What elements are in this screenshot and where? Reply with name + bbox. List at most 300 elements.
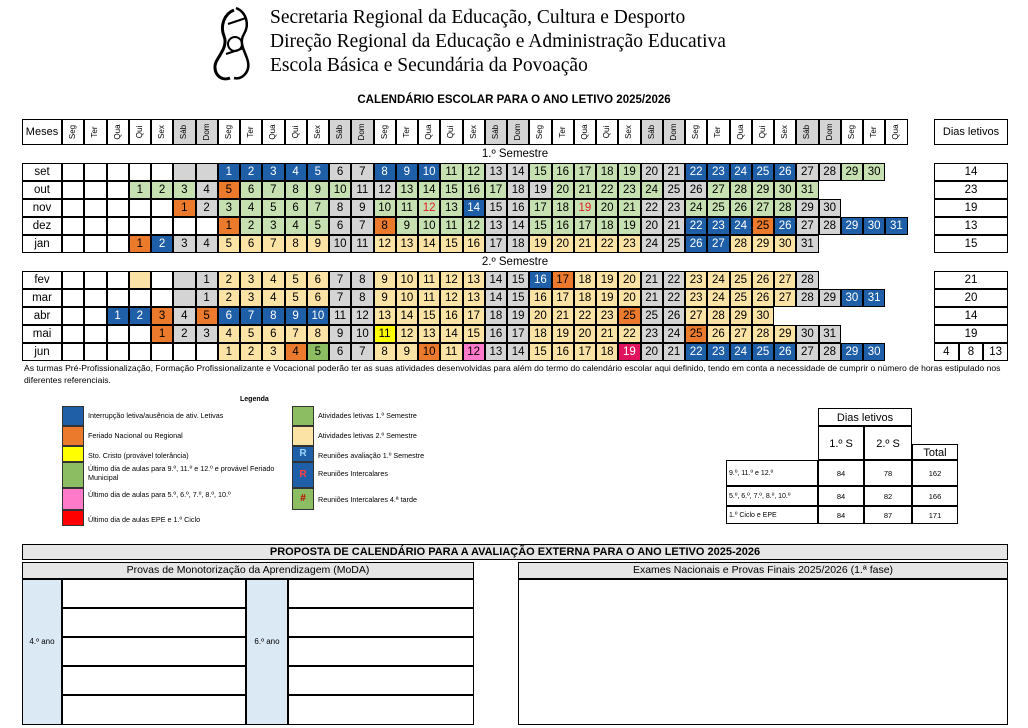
- calendar-day: 8: [285, 181, 307, 199]
- calendar-day: 13: [485, 343, 507, 361]
- calendar-day: 30: [819, 199, 841, 217]
- calendar-day-empty: [107, 235, 129, 253]
- calendar-day: 22: [618, 325, 640, 343]
- calendar-day: 27: [796, 343, 818, 361]
- calendar-day: 19: [529, 181, 551, 199]
- calendar-day-empty: [173, 217, 195, 235]
- weekday-header: Sáb: [641, 119, 663, 145]
- weekday-header: Ter: [707, 119, 729, 145]
- calendar-day: 6: [329, 163, 351, 181]
- calendar-day: 6: [240, 235, 262, 253]
- calendar-day: 13: [418, 325, 440, 343]
- calendar-day: 19: [574, 199, 596, 217]
- calendar-day: 12: [463, 343, 485, 361]
- calendar-day-empty: [196, 343, 218, 361]
- calendar-day: 28: [730, 181, 752, 199]
- summary-s1-value: 84: [818, 486, 864, 506]
- institution-line-3: Escola Básica e Secundária da Povoação: [270, 55, 588, 76]
- school-days-value: 23: [934, 181, 1008, 199]
- calendar-day-empty: [84, 217, 106, 235]
- legend-text: Reuniões avaliação 1.º Semestre: [318, 451, 425, 460]
- calendar-day: 16: [552, 163, 574, 181]
- weekday-header: Sex: [774, 119, 796, 145]
- calendar-day: 11: [418, 271, 440, 289]
- calendar-day: 19: [507, 307, 529, 325]
- calendar-day: 25: [663, 181, 685, 199]
- calendar-day: 11: [351, 235, 373, 253]
- calendar-day-empty: [62, 217, 84, 235]
- school-days-value: 4: [934, 343, 959, 361]
- legend-text: Atividades letivas 1.º Semestre: [318, 411, 417, 420]
- calendar-day: 21: [663, 343, 685, 361]
- calendar-day: 27: [774, 289, 796, 307]
- calendar-day: 20: [641, 343, 663, 361]
- calendar-day: 13: [463, 271, 485, 289]
- calendar-day: 10: [374, 199, 396, 217]
- calendar-day: 25: [730, 289, 752, 307]
- calendar-day: 30: [752, 307, 774, 325]
- weekday-header: Seg: [685, 119, 707, 145]
- school-days-value: 14: [934, 163, 1008, 181]
- calendar-day: 26: [752, 289, 774, 307]
- calendar-day: 21: [663, 163, 685, 181]
- calendar-day: 27: [796, 217, 818, 235]
- calendar-day: 17: [507, 325, 529, 343]
- calendar-day: 15: [507, 271, 529, 289]
- school-days-value: 21: [934, 271, 1008, 289]
- calendar-day-empty: [62, 235, 84, 253]
- month-label: abr: [22, 307, 62, 325]
- summary-total-value: 162: [912, 460, 958, 486]
- calendar-day: 28: [819, 163, 841, 181]
- calendar-day: 31: [796, 181, 818, 199]
- calendar-day: 18: [574, 271, 596, 289]
- weekday-header: Sáb: [796, 119, 818, 145]
- month-label: fev: [22, 271, 62, 289]
- calendar-day: 9: [285, 307, 307, 325]
- calendar-day: 4: [196, 181, 218, 199]
- calendar-day: 1: [107, 307, 129, 325]
- calendar-day: 7: [329, 289, 351, 307]
- calendar-day: [173, 289, 195, 307]
- calendar-day: 22: [685, 343, 707, 361]
- weekday-header: Dom: [819, 119, 841, 145]
- summary-total-value: 171: [912, 506, 958, 524]
- calendar-day: 11: [351, 181, 373, 199]
- calendar-day: 3: [262, 163, 284, 181]
- calendar-day: 5: [307, 217, 329, 235]
- calendar-day: 20: [529, 307, 551, 325]
- calendar-day-empty: [62, 289, 84, 307]
- calendar-day: 18: [596, 343, 618, 361]
- calendar-day: 10: [418, 163, 440, 181]
- school-days-value: 13: [934, 217, 1008, 235]
- month-label: set: [22, 163, 62, 181]
- legend-swatch-eval: R: [292, 446, 314, 462]
- weekday-header: Sáb: [329, 119, 351, 145]
- calendar-day: 4: [285, 163, 307, 181]
- calendar-day: 5: [262, 199, 284, 217]
- weekday-header: Sex: [463, 119, 485, 145]
- calendar-day: 28: [796, 289, 818, 307]
- school-days-value: 8: [959, 343, 984, 361]
- calendar-day: 30: [796, 325, 818, 343]
- calendar-day: 11: [396, 199, 418, 217]
- calendar-day: 4: [196, 235, 218, 253]
- calendar-day: 22: [663, 289, 685, 307]
- calendar-day: 19: [618, 163, 640, 181]
- calendar-day: 21: [641, 289, 663, 307]
- moda-title: Provas de Monotorização da Aprendizagem (MoDA): [126, 564, 370, 576]
- calendar-day: 27: [796, 163, 818, 181]
- calendar-day: 30: [863, 163, 885, 181]
- calendar-day: 6: [240, 181, 262, 199]
- weekday-header: Qua: [418, 119, 440, 145]
- calendar-day-empty: [107, 343, 129, 361]
- calendar-day: 7: [351, 217, 373, 235]
- legend-text: Último dia de aulas para 5.º, 6.º, 7.º, 8.º, 10.º: [88, 490, 231, 499]
- calendar-day: 10: [396, 289, 418, 307]
- calendar-day: 30: [863, 217, 885, 235]
- calendar-day: 16: [529, 289, 551, 307]
- calendar-day: 8: [285, 235, 307, 253]
- calendar-day-empty: [151, 343, 173, 361]
- calendar-day: 11: [374, 325, 396, 343]
- moda-slot: [62, 666, 246, 695]
- calendar-day: 24: [707, 271, 729, 289]
- calendar-day: 20: [641, 217, 663, 235]
- legend-swatch: [62, 462, 84, 488]
- calendar-day: 10: [329, 181, 351, 199]
- calendar-day: 14: [463, 199, 485, 217]
- calendar-day: 9: [396, 343, 418, 361]
- school-days-value: 15: [934, 235, 1008, 253]
- calendar-day-empty: [129, 325, 151, 343]
- calendar-day: 1: [196, 289, 218, 307]
- calendar-day: 8: [374, 217, 396, 235]
- calendar-day: 8: [374, 163, 396, 181]
- weekday-header: Qua: [730, 119, 752, 145]
- calendar-day: 28: [819, 217, 841, 235]
- calendar-day-empty: [84, 325, 106, 343]
- calendar-day-empty: [107, 271, 129, 289]
- calendar-day: 7: [307, 199, 329, 217]
- calendar-day: 10: [396, 271, 418, 289]
- moda-slot: [62, 608, 246, 637]
- weekday-header: Sáb: [173, 119, 195, 145]
- school-days-value: 19: [934, 199, 1008, 217]
- month-label: jan: [22, 235, 62, 253]
- calendar-day: 25: [752, 343, 774, 361]
- summary-s1-header: 1.º S: [818, 426, 864, 460]
- calendar-day: 7: [240, 307, 262, 325]
- calendar-day: 26: [752, 271, 774, 289]
- calendar-day-empty: [196, 217, 218, 235]
- calendar-day: 24: [685, 199, 707, 217]
- calendar-day: 16: [507, 199, 529, 217]
- calendar-day: 8: [351, 271, 373, 289]
- calendar-day: 9: [396, 163, 418, 181]
- calendar-day: 31: [885, 217, 907, 235]
- calendar-day: 30: [774, 235, 796, 253]
- calendar-day: 4: [173, 307, 195, 325]
- calendar-day: 19: [618, 343, 640, 361]
- legend-text: Reuniões Intercalares 4.ª tarde: [318, 495, 417, 504]
- calendar-day-empty: [129, 343, 151, 361]
- calendar-day: 19: [596, 271, 618, 289]
- calendar-day: 3: [240, 271, 262, 289]
- calendar-day: 10: [418, 343, 440, 361]
- calendar-day-empty: [107, 217, 129, 235]
- calendar-day: 29: [796, 199, 818, 217]
- legend-text: Feriado Nacional ou Regional: [88, 431, 183, 440]
- calendar-day: 3: [196, 325, 218, 343]
- calendar-day: 13: [440, 199, 462, 217]
- calendar-day-empty: [151, 217, 173, 235]
- legend-swatch: R: [292, 462, 314, 488]
- calendar-day: 27: [707, 235, 729, 253]
- calendar-day: 23: [641, 325, 663, 343]
- summary-s2-value: 78: [864, 460, 912, 486]
- calendar-day: 23: [707, 163, 729, 181]
- summary-total-header: Total: [912, 444, 958, 460]
- calendar-day: 22: [641, 199, 663, 217]
- calendar-day: 28: [819, 343, 841, 361]
- calendar-day: 21: [618, 199, 640, 217]
- grade-4-label: 4.º ano: [29, 637, 55, 646]
- calendar-day: 22: [574, 307, 596, 325]
- calendar-day: 20: [596, 199, 618, 217]
- calendar-day: 26: [707, 325, 729, 343]
- calendar-day: 9: [307, 235, 329, 253]
- calendar-day-empty: [151, 199, 173, 217]
- calendar-day: 20: [574, 325, 596, 343]
- calendar-day: 30: [841, 289, 863, 307]
- weekday-header: Seg: [218, 119, 240, 145]
- calendar-day: 8: [329, 199, 351, 217]
- calendar-day: 14: [485, 271, 507, 289]
- legend-swatch: [62, 426, 84, 446]
- calendar-day: 26: [663, 307, 685, 325]
- calendar-day: 18: [529, 325, 551, 343]
- calendar-day: 23: [618, 181, 640, 199]
- calendar-day: 1: [218, 217, 240, 235]
- weekday-header: Qua: [107, 119, 129, 145]
- calendar-day: 18: [507, 235, 529, 253]
- calendar-day: 3: [151, 307, 173, 325]
- calendar-day: 2: [240, 163, 262, 181]
- calendar-day: 27: [707, 181, 729, 199]
- calendar-day: 28: [707, 307, 729, 325]
- calendar-day: 31: [863, 289, 885, 307]
- calendar-day: 10: [307, 307, 329, 325]
- external-assessment-header: [22, 544, 1008, 560]
- calendar-day: 12: [351, 307, 373, 325]
- calendar-day: 28: [730, 235, 752, 253]
- calendar-day: 12: [418, 199, 440, 217]
- calendar-day: 14: [418, 235, 440, 253]
- calendar-day: 3: [173, 181, 195, 199]
- weekday-header: Seg: [62, 119, 84, 145]
- grade-4-cell: [22, 579, 62, 725]
- calendar-day-empty: [84, 343, 106, 361]
- weekday-header: Qui: [596, 119, 618, 145]
- calendar-day: 3: [218, 199, 240, 217]
- calendar-day: 9: [351, 199, 373, 217]
- semester-label: 2.º Semestre: [481, 256, 549, 268]
- calendar-day: 15: [529, 343, 551, 361]
- calendar-day: 2: [173, 325, 195, 343]
- calendar-day: 4: [262, 271, 284, 289]
- calendar-day: 20: [618, 289, 640, 307]
- calendar-day: 29: [752, 235, 774, 253]
- calendar-day: 5: [196, 307, 218, 325]
- calendar-day: 1: [129, 181, 151, 199]
- calendar-day: 15: [485, 199, 507, 217]
- calendar-day: 20: [552, 181, 574, 199]
- month-label: out: [22, 181, 62, 199]
- calendar-day: 2: [240, 217, 262, 235]
- calendar-day-empty: [84, 307, 106, 325]
- legend-title: Legenda: [240, 396, 269, 403]
- calendar-day: 9: [396, 217, 418, 235]
- institution-line-1: Secretaria Regional da Educação, Cultura e Desporto: [270, 7, 686, 28]
- calendar-day-empty: [62, 163, 84, 181]
- month-label: mai: [22, 325, 62, 343]
- exams-title: Exames Nacionais e Provas Finais 2025/2026 (1.ª fase): [632, 564, 894, 576]
- calendar-day: 21: [574, 181, 596, 199]
- calendar-day: 26: [730, 199, 752, 217]
- calendar-day: 3: [262, 217, 284, 235]
- calendar-day: 6: [329, 343, 351, 361]
- calendar-day: 12: [374, 181, 396, 199]
- calendar-day-empty: [84, 199, 106, 217]
- calendar-day-empty: [107, 289, 129, 307]
- calendar-day-empty: [62, 325, 84, 343]
- calendar-day: 2: [196, 199, 218, 217]
- calendar-day: 13: [485, 217, 507, 235]
- calendar-day-empty: [129, 217, 151, 235]
- calendar-day: 14: [507, 343, 529, 361]
- calendar-day: 6: [218, 307, 240, 325]
- calendar-day: 15: [440, 181, 462, 199]
- calendar-day: 23: [707, 343, 729, 361]
- calendar-day: 15: [507, 289, 529, 307]
- calendar-day: 17: [463, 307, 485, 325]
- summary-s2-header: 2.º S: [864, 426, 912, 460]
- school-days-value: 20: [934, 289, 1008, 307]
- calendar-day-empty: [129, 289, 151, 307]
- calendar-day: 2: [218, 271, 240, 289]
- calendar-day: 22: [596, 181, 618, 199]
- calendar-day: 1: [218, 343, 240, 361]
- calendar-day: 27: [685, 307, 707, 325]
- calendar-day-empty: [62, 343, 84, 361]
- calendar-day: 5: [218, 235, 240, 253]
- weekday-header: Seg: [529, 119, 551, 145]
- calendar-day: 25: [641, 307, 663, 325]
- calendar-day: 6: [307, 289, 329, 307]
- summary-s1-value: 84: [818, 460, 864, 486]
- calendar-day: 8: [307, 325, 329, 343]
- calendar-day: 17: [485, 181, 507, 199]
- calendar-day: 29: [819, 289, 841, 307]
- calendar-day: 21: [574, 235, 596, 253]
- school-logo: [206, 4, 264, 84]
- calendar-day: 23: [663, 199, 685, 217]
- school-days-value: 13: [983, 343, 1008, 361]
- calendar-day: 19: [552, 325, 574, 343]
- calendar-day: 16: [529, 271, 551, 289]
- weekday-header: Ter: [552, 119, 574, 145]
- calendar-day: 21: [596, 325, 618, 343]
- calendar-day: 17: [485, 235, 507, 253]
- calendar-day: 23: [618, 235, 640, 253]
- weekday-header: Ter: [863, 119, 885, 145]
- moda-slot: [62, 579, 246, 608]
- calendar-day: 12: [440, 289, 462, 307]
- calendar-day: 13: [485, 163, 507, 181]
- weekday-header: Qui: [285, 119, 307, 145]
- calendar-day: 1: [218, 163, 240, 181]
- calendar-day: 16: [463, 235, 485, 253]
- calendar-day-empty: [129, 163, 151, 181]
- weekday-header: Qui: [129, 119, 151, 145]
- calendar-note: As turmas Pré-Profissionalização, Formação Profissionalizante e Vocacional poderão ter as suas atividades desenvolvidas para além do termo do calendário escolar aqui definido, tendo em conta a necessidade de cumprir o número de horas estipulado nos diferentes referenciais.: [24, 363, 1001, 385]
- months-header: Meses: [22, 119, 62, 145]
- calendar-day: 18: [552, 199, 574, 217]
- calendar-day: 28: [752, 325, 774, 343]
- calendar-day: 29: [841, 343, 863, 361]
- calendar-day: 18: [485, 307, 507, 325]
- calendar-day: 6: [262, 325, 284, 343]
- calendar-day: 18: [596, 163, 618, 181]
- calendar-day-empty: [173, 343, 195, 361]
- legend-swatch: [62, 446, 84, 462]
- calendar-day: 5: [285, 289, 307, 307]
- calendar-day: 1: [196, 271, 218, 289]
- summary-s1-value: 84: [818, 506, 864, 524]
- calendar-day: 27: [730, 325, 752, 343]
- calendar-day: 7: [329, 271, 351, 289]
- calendar-day: 25: [752, 217, 774, 235]
- legend-swatch: [62, 406, 84, 426]
- legend-text: Último dia de aulas EPE e 1.º Ciclo: [88, 515, 201, 524]
- weekday-header: Qui: [752, 119, 774, 145]
- calendar-day: 10: [329, 235, 351, 253]
- weekday-header: Sex: [618, 119, 640, 145]
- calendar-day: 23: [707, 217, 729, 235]
- calendar-day: 29: [841, 163, 863, 181]
- calendar-day: 1: [173, 199, 195, 217]
- calendar-day-empty: [84, 235, 106, 253]
- calendar-day-empty: [107, 181, 129, 199]
- calendar-day-empty: [84, 163, 106, 181]
- calendar-day: 1: [151, 325, 173, 343]
- calendar-day-empty: [62, 271, 84, 289]
- calendar-day: 24: [730, 343, 752, 361]
- weekday-header: Dom: [351, 119, 373, 145]
- calendar-day: 23: [685, 271, 707, 289]
- calendar-day: 17: [552, 289, 574, 307]
- calendar-day: 24: [663, 325, 685, 343]
- calendar-day: 20: [552, 235, 574, 253]
- legend-text: Último dia de aulas para 9.º, 11.º e 12.º e provável Feriado Municipal: [88, 464, 275, 482]
- exams-area: [518, 579, 1008, 725]
- calendar-day: 14: [507, 163, 529, 181]
- calendar-day: 12: [396, 325, 418, 343]
- calendar-day: 16: [485, 325, 507, 343]
